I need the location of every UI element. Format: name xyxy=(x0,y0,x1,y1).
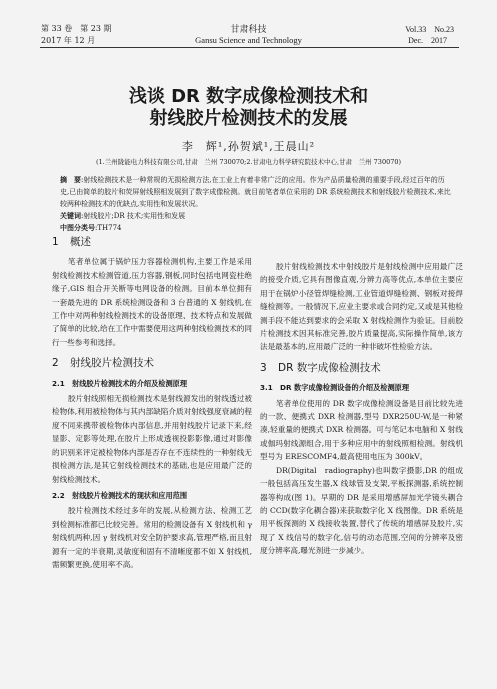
classification-label: 中图分类号 xyxy=(60,224,95,232)
paper-title-line-2: 射线胶片检测技术的发展 xyxy=(149,108,348,129)
subsection-number: 2.1 xyxy=(52,378,65,388)
classification-code: :TH774 xyxy=(95,224,122,232)
section-3-1-paragraph-2: DR(Digital radiography)也叫数字摄影,DR 的组成一般包括高压发生器,X 线球管及支架,平板探测器,系统控制器等构成(图 1)。早期的 DR 是采用增感屏加光学镜头耦合的 CCD(数字化耦合器)来获取数字化 X 线图像。DR 系统是用平板探测的 X 线接收装置,替代了传统的增感屏及胶片,实现了 X 线信号的数字化,信号的动态范围,空间的分辨率及密度分辨率高,曝光剂进一步减少。 xyxy=(260,465,463,556)
section-number: 1 xyxy=(52,236,59,248)
section-number: 3 xyxy=(260,361,267,374)
right-column xyxy=(260,260,463,558)
abstract-block xyxy=(60,174,452,234)
section-title: 概述 xyxy=(70,236,91,248)
section-2-1-paragraph: 胶片射线照相无损检测技术是射线源发出的射线透过被检物体,利用被检物体与其内部缺陷介质对射线强度衰减的程度不同来携带被检物体内部信息,并用射线胶片记录下来,经显影、定影等处理,在胶片上形成透视投影影像,通过对影像的识别来评定被检物体内部是否存在不连续性的一种射线无损检测方法,是其它射线检测技术的基础,也是应用最广泛的射线检测技术。 xyxy=(52,394,252,484)
abstract-label: 摘 要 xyxy=(60,176,81,184)
section-number: 2 xyxy=(52,357,59,370)
journal-name-en: Gansu Science and Technology xyxy=(195,35,302,45)
keywords: :射线胶片;DR 技术;实用性和发展 xyxy=(81,212,186,220)
section-2-2-paragraph: 胶片检测技术经过多年的发展,从检测方法、检测工艺到检测标准都已比较完善。常用的检测设备有 X 射线机和 γ 射线机两种,因 γ 射线机对安全防护要求高,管理严格,而且射源有一定的半衰期,灵敏度和固有不清晰度都不如 X 射线机,需频繁更换,使用率不高。 xyxy=(52,506,252,569)
keywords-label: 关键词 xyxy=(60,212,81,220)
section-1-paragraph: 笔者单位属于锅炉压力容器检测机构,主要工作是采用射线检测技术检测管道,压力容器,钢板,同时包括电网瓷柱绝缘子,GIS 组合开关断等电网设备的检测。目前本单位拥有一套最先进的 DR 系统检测设备和 3 台普通的 X 射线机,在工作中对两种射线检测技术的设备原理、技术特点和发展做了简单的比较,给在工作中需要使用这两种射线检测技术的同行一些参考和选择。 xyxy=(52,257,252,347)
affiliation: (1.兰州陇能电力科技有限公司,甘肃 兰州 730070;2.甘肃电力科学研究院技术中心,甘肃 兰州 730070) xyxy=(95,158,402,166)
date-cn: 2017 年 12 月 xyxy=(41,36,96,45)
subsection-title: 射线胶片检测技术的介绍及检测原理 xyxy=(72,378,188,388)
abstract-text: :射线检测技术是一种常规的无损检测方法,在工业上有着非常广泛的应用。作为产品质量检测的重要手段,经过百年的历史,已由简单的胶片和荧屏射线照相发展到了数字成像检测。就目前笔者单位采用的 DR 系统检测技术和射线胶片检测技术,来比较两种检测技术的优缺点,实用性和发展状况。 xyxy=(60,176,451,208)
subsection-title: 射线胶片检测技术的现状和应用范围 xyxy=(72,490,188,500)
subsection-title: DR 数字成像检测设备的介绍及检测原理 xyxy=(280,383,410,393)
section-3-heading xyxy=(260,362,463,375)
continued-paragraph: 胶片射线检测技术中射线胶片是射线检测中应用最广泛的接受介质,它具有图像直观,分辨力高等优点,本单位主要应用于在锅炉小径管焊缝检测,工业管道焊缝检测、钢板对接焊缝检测等。一般情况下,应业主要求或合同约定,又或是其他检测手段不能达到要求的会采取 X 射线检测作为验证。目前胶片检测技术因其标准完善,胶片质量提高,实际操作简单,该方法是最基本的,应用最广泛的一种非破坏性检验方法。 xyxy=(260,262,463,352)
journal-name-cn: 甘肃科技 xyxy=(230,25,267,35)
volume-issue: 第 33 卷 第 23 期 xyxy=(41,24,112,33)
header-rule xyxy=(40,47,459,48)
section-2-2-heading xyxy=(52,489,252,502)
section-2-heading xyxy=(52,357,252,370)
authors: 李 辉¹,孙贺斌¹,王晨山² xyxy=(181,140,316,153)
subsection-number: 2.2 xyxy=(52,490,65,500)
section-3-1-heading xyxy=(260,381,463,394)
running-header xyxy=(0,0,497,48)
section-title: DR 数字成像检测技术 xyxy=(278,361,381,374)
section-1-heading xyxy=(52,236,252,249)
date-en: Dec. 2017 xyxy=(408,36,447,45)
left-column xyxy=(52,228,252,571)
subsection-number: 3.1 xyxy=(260,383,273,393)
section-3-1-paragraph-1: 笔者单位使用的 DR 数字成像检测设备是目前比较先进的一款、便携式 DXR 检测器,型号 DXR250U-W,是一种紧凑,轻重量的便携式 DXR 检测器。可与笔记本电脑和 X 射线或伽玛射线源组合,用于多种应用中的射线照相检测。射线机型号为 ERESCOMF4,最高使用电压为 300kV。 xyxy=(260,398,463,462)
section-2-1-heading xyxy=(52,377,252,390)
section-title: 射线胶片检测技术 xyxy=(70,357,154,370)
paper-title-line-1: 浅谈 DR 数字成像检测技术和 xyxy=(128,86,369,107)
vol-no: Vol.33 No.23 xyxy=(405,25,454,34)
